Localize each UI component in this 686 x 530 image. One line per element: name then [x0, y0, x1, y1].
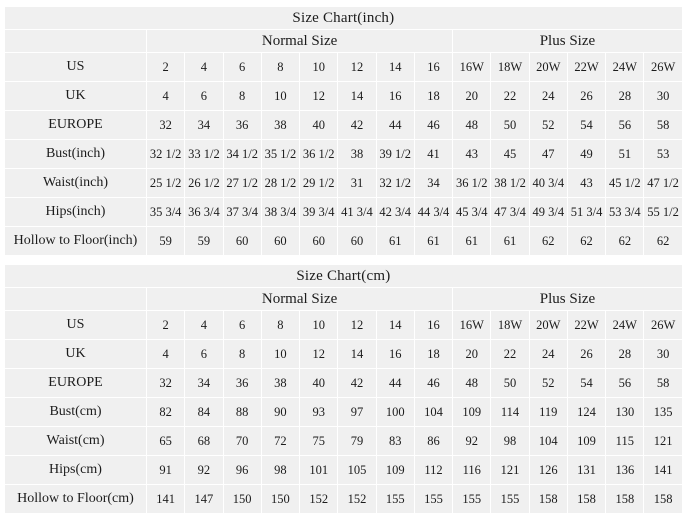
measurement-value: 20 [453, 340, 491, 369]
measurement-value: 59 [185, 227, 223, 256]
measurement-value: 92 [453, 427, 491, 456]
measurement-value: 8 [261, 311, 299, 340]
measurement-value: 135 [644, 398, 682, 427]
table-row [5, 398, 683, 427]
measurement-value: 16 [376, 82, 414, 111]
measurement-value: 155 [376, 485, 414, 514]
measurement-value: 28 [606, 82, 644, 111]
measurement-value: 109 [376, 456, 414, 485]
measurement-value: 41 [414, 140, 452, 169]
measurement-value: 60 [338, 227, 376, 256]
measurement-value: 14 [338, 340, 376, 369]
measurement-value: 60 [223, 227, 261, 256]
measurement-value: 30 [644, 82, 682, 111]
measurement-value: 35 1/2 [261, 140, 299, 169]
table-row [5, 198, 683, 227]
measurement-value: 104 [529, 427, 567, 456]
measurement-label: UK [5, 340, 147, 369]
measurement-value: 14 [338, 82, 376, 111]
measurement-value: 22W [567, 311, 605, 340]
measurement-label: EUROPE [5, 111, 147, 140]
measurement-value: 32 [147, 111, 185, 140]
measurement-value: 12 [300, 340, 338, 369]
measurement-value: 97 [338, 398, 376, 427]
size-group-header: Normal Size [147, 30, 453, 53]
table-row [5, 311, 683, 340]
measurement-value: 37 3/4 [223, 198, 261, 227]
measurement-value: 34 [414, 169, 452, 198]
measurement-value: 49 [567, 140, 605, 169]
measurement-value: 44 3/4 [414, 198, 452, 227]
size-group-header: Plus Size [453, 30, 683, 53]
table-row [5, 427, 683, 456]
table-row [5, 140, 683, 169]
measurement-value: 68 [185, 427, 223, 456]
measurement-value: 121 [491, 456, 529, 485]
measurement-value: 61 [376, 227, 414, 256]
measurement-value: 136 [606, 456, 644, 485]
measurement-value: 38 3/4 [261, 198, 299, 227]
measurement-value: 90 [261, 398, 299, 427]
measurement-label: Bust(cm) [5, 398, 147, 427]
measurement-value: 52 [529, 369, 567, 398]
measurement-value: 44 [376, 369, 414, 398]
measurement-label: US [5, 311, 147, 340]
measurement-value: 41 3/4 [338, 198, 376, 227]
measurement-value: 62 [644, 227, 682, 256]
measurement-label: Hips(inch) [5, 198, 147, 227]
measurement-value: 72 [261, 427, 299, 456]
chart-title-row [5, 265, 683, 288]
measurement-value: 39 3/4 [300, 198, 338, 227]
corner-blank-cell [5, 288, 147, 311]
measurement-value: 60 [300, 227, 338, 256]
measurement-value: 28 1/2 [261, 169, 299, 198]
measurement-value: 2 [147, 311, 185, 340]
measurement-value: 10 [300, 53, 338, 82]
measurement-value: 34 [185, 111, 223, 140]
measurement-value: 4 [147, 340, 185, 369]
measurement-value: 98 [491, 427, 529, 456]
measurement-value: 28 [606, 340, 644, 369]
measurement-value: 12 [300, 82, 338, 111]
measurement-value: 6 [223, 53, 261, 82]
measurement-value: 98 [261, 456, 299, 485]
measurement-value: 158 [529, 485, 567, 514]
measurement-value: 8 [223, 340, 261, 369]
measurement-value: 62 [606, 227, 644, 256]
measurement-value: 38 [261, 369, 299, 398]
measurement-value: 104 [414, 398, 452, 427]
table-row [5, 227, 683, 256]
measurement-value: 22 [491, 82, 529, 111]
measurement-value: 36 1/2 [300, 140, 338, 169]
measurement-value: 130 [606, 398, 644, 427]
measurement-value: 84 [185, 398, 223, 427]
measurement-value: 150 [261, 485, 299, 514]
measurement-label: Bust(inch) [5, 140, 147, 169]
measurement-value: 34 1/2 [223, 140, 261, 169]
measurement-value: 46 [414, 111, 452, 140]
size-group-header: Normal Size [147, 288, 453, 311]
measurement-value: 6 [223, 311, 261, 340]
measurement-value: 45 1/2 [606, 169, 644, 198]
measurement-value: 83 [376, 427, 414, 456]
chart-title: Size Chart(cm) [5, 265, 683, 288]
measurement-value: 54 [567, 111, 605, 140]
measurement-value: 92 [185, 456, 223, 485]
measurement-value: 141 [147, 485, 185, 514]
measurement-value: 54 [567, 369, 605, 398]
measurement-value: 59 [147, 227, 185, 256]
measurement-value: 43 [567, 169, 605, 198]
measurement-value: 40 3/4 [529, 169, 567, 198]
measurement-value: 96 [223, 456, 261, 485]
measurement-value: 18 [414, 82, 452, 111]
measurement-value: 43 [453, 140, 491, 169]
size-group-header: Plus Size [453, 288, 683, 311]
measurement-value: 48 [453, 111, 491, 140]
measurement-value: 4 [147, 82, 185, 111]
measurement-value: 16 [414, 53, 452, 82]
measurement-value: 119 [529, 398, 567, 427]
table-row [5, 169, 683, 198]
measurement-value: 16 [414, 311, 452, 340]
measurement-value: 116 [453, 456, 491, 485]
measurement-value: 18W [491, 53, 529, 82]
measurement-value: 26W [644, 53, 682, 82]
measurement-value: 26 1/2 [185, 169, 223, 198]
measurement-value: 22W [567, 53, 605, 82]
measurement-value: 45 [491, 140, 529, 169]
measurement-value: 38 [261, 111, 299, 140]
measurement-value: 70 [223, 427, 261, 456]
measurement-value: 42 [338, 111, 376, 140]
table-row [5, 53, 683, 82]
measurement-label: Hollow to Floor(cm) [5, 485, 147, 514]
measurement-value: 53 3/4 [606, 198, 644, 227]
measurement-label: US [5, 53, 147, 82]
measurement-value: 155 [414, 485, 452, 514]
measurement-value: 24 [529, 82, 567, 111]
table-row [5, 340, 683, 369]
measurement-value: 150 [223, 485, 261, 514]
measurement-value: 14 [376, 311, 414, 340]
measurement-value: 25 1/2 [147, 169, 185, 198]
measurement-label: EUROPE [5, 369, 147, 398]
size-chart-table [4, 264, 683, 514]
measurement-value: 24W [606, 53, 644, 82]
measurement-value: 39 1/2 [376, 140, 414, 169]
measurement-value: 6 [185, 82, 223, 111]
chart-title-row [5, 7, 683, 30]
measurement-value: 155 [453, 485, 491, 514]
measurement-value: 61 [491, 227, 529, 256]
measurement-label: UK [5, 82, 147, 111]
measurement-label: Waist(cm) [5, 427, 147, 456]
table-row [5, 485, 683, 514]
measurement-value: 158 [567, 485, 605, 514]
measurement-value: 114 [491, 398, 529, 427]
measurement-value: 8 [223, 82, 261, 111]
measurement-value: 75 [300, 427, 338, 456]
measurement-value: 141 [644, 456, 682, 485]
measurement-value: 45 3/4 [453, 198, 491, 227]
measurement-value: 158 [606, 485, 644, 514]
measurement-value: 16 [376, 340, 414, 369]
measurement-value: 91 [147, 456, 185, 485]
measurement-value: 36 [223, 369, 261, 398]
measurement-value: 51 [606, 140, 644, 169]
measurement-value: 32 1/2 [376, 169, 414, 198]
measurement-value: 93 [300, 398, 338, 427]
measurement-value: 105 [338, 456, 376, 485]
measurement-value: 56 [606, 111, 644, 140]
measurement-value: 24 [529, 340, 567, 369]
measurement-value: 152 [338, 485, 376, 514]
measurement-value: 22 [491, 340, 529, 369]
charts-container [4, 6, 682, 514]
measurement-value: 38 [338, 140, 376, 169]
measurement-value: 4 [185, 311, 223, 340]
measurement-value: 18W [491, 311, 529, 340]
measurement-value: 4 [185, 53, 223, 82]
measurement-value: 20W [529, 311, 567, 340]
measurement-value: 82 [147, 398, 185, 427]
measurement-value: 131 [567, 456, 605, 485]
measurement-value: 33 1/2 [185, 140, 223, 169]
chart-group-row [5, 288, 683, 311]
measurement-value: 12 [338, 53, 376, 82]
measurement-value: 52 [529, 111, 567, 140]
measurement-value: 100 [376, 398, 414, 427]
measurement-value: 56 [606, 369, 644, 398]
measurement-value: 36 3/4 [185, 198, 223, 227]
measurement-value: 16W [453, 53, 491, 82]
table-row [5, 111, 683, 140]
measurement-value: 20W [529, 53, 567, 82]
measurement-value: 126 [529, 456, 567, 485]
measurement-value: 27 1/2 [223, 169, 261, 198]
measurement-value: 58 [644, 369, 682, 398]
measurement-value: 155 [491, 485, 529, 514]
measurement-value: 47 3/4 [491, 198, 529, 227]
measurement-value: 29 1/2 [300, 169, 338, 198]
measurement-value: 24W [606, 311, 644, 340]
measurement-value: 109 [453, 398, 491, 427]
measurement-label: Hips(cm) [5, 456, 147, 485]
measurement-value: 26W [644, 311, 682, 340]
measurement-value: 40 [300, 111, 338, 140]
measurement-value: 51 3/4 [567, 198, 605, 227]
measurement-label: Waist(inch) [5, 169, 147, 198]
measurement-value: 124 [567, 398, 605, 427]
measurement-value: 2 [147, 53, 185, 82]
measurement-value: 65 [147, 427, 185, 456]
measurement-value: 58 [644, 111, 682, 140]
measurement-value: 55 1/2 [644, 198, 682, 227]
measurement-value: 152 [300, 485, 338, 514]
measurement-value: 47 [529, 140, 567, 169]
measurement-value: 31 [338, 169, 376, 198]
measurement-value: 34 [185, 369, 223, 398]
measurement-value: 26 [567, 340, 605, 369]
measurement-value: 10 [261, 340, 299, 369]
measurement-value: 14 [376, 53, 414, 82]
measurement-label: Hollow to Floor(inch) [5, 227, 147, 256]
measurement-value: 16W [453, 311, 491, 340]
measurement-value: 26 [567, 82, 605, 111]
measurement-value: 49 3/4 [529, 198, 567, 227]
measurement-value: 109 [567, 427, 605, 456]
measurement-value: 101 [300, 456, 338, 485]
measurement-value: 38 1/2 [491, 169, 529, 198]
measurement-value: 35 3/4 [147, 198, 185, 227]
measurement-value: 86 [414, 427, 452, 456]
size-chart-table [4, 6, 683, 256]
chart-group-row [5, 30, 683, 53]
measurement-value: 121 [644, 427, 682, 456]
measurement-value: 79 [338, 427, 376, 456]
measurement-value: 47 1/2 [644, 169, 682, 198]
measurement-value: 53 [644, 140, 682, 169]
measurement-value: 112 [414, 456, 452, 485]
measurement-value: 48 [453, 369, 491, 398]
table-row [5, 369, 683, 398]
measurement-value: 20 [453, 82, 491, 111]
measurement-value: 158 [644, 485, 682, 514]
measurement-value: 42 [338, 369, 376, 398]
measurement-value: 61 [414, 227, 452, 256]
table-row [5, 456, 683, 485]
measurement-value: 44 [376, 111, 414, 140]
measurement-value: 32 1/2 [147, 140, 185, 169]
measurement-value: 30 [644, 340, 682, 369]
measurement-value: 32 [147, 369, 185, 398]
measurement-value: 36 [223, 111, 261, 140]
measurement-value: 62 [529, 227, 567, 256]
measurement-value: 60 [261, 227, 299, 256]
corner-blank-cell [5, 30, 147, 53]
measurement-value: 88 [223, 398, 261, 427]
measurement-value: 147 [185, 485, 223, 514]
measurement-value: 40 [300, 369, 338, 398]
measurement-value: 8 [261, 53, 299, 82]
measurement-value: 50 [491, 369, 529, 398]
measurement-value: 12 [338, 311, 376, 340]
measurement-value: 10 [261, 82, 299, 111]
measurement-value: 10 [300, 311, 338, 340]
chart-title: Size Chart(inch) [5, 7, 683, 30]
measurement-value: 18 [414, 340, 452, 369]
measurement-value: 50 [491, 111, 529, 140]
table-row [5, 82, 683, 111]
measurement-value: 46 [414, 369, 452, 398]
measurement-value: 62 [567, 227, 605, 256]
measurement-value: 42 3/4 [376, 198, 414, 227]
measurement-value: 61 [453, 227, 491, 256]
measurement-value: 115 [606, 427, 644, 456]
measurement-value: 36 1/2 [453, 169, 491, 198]
measurement-value: 6 [185, 340, 223, 369]
